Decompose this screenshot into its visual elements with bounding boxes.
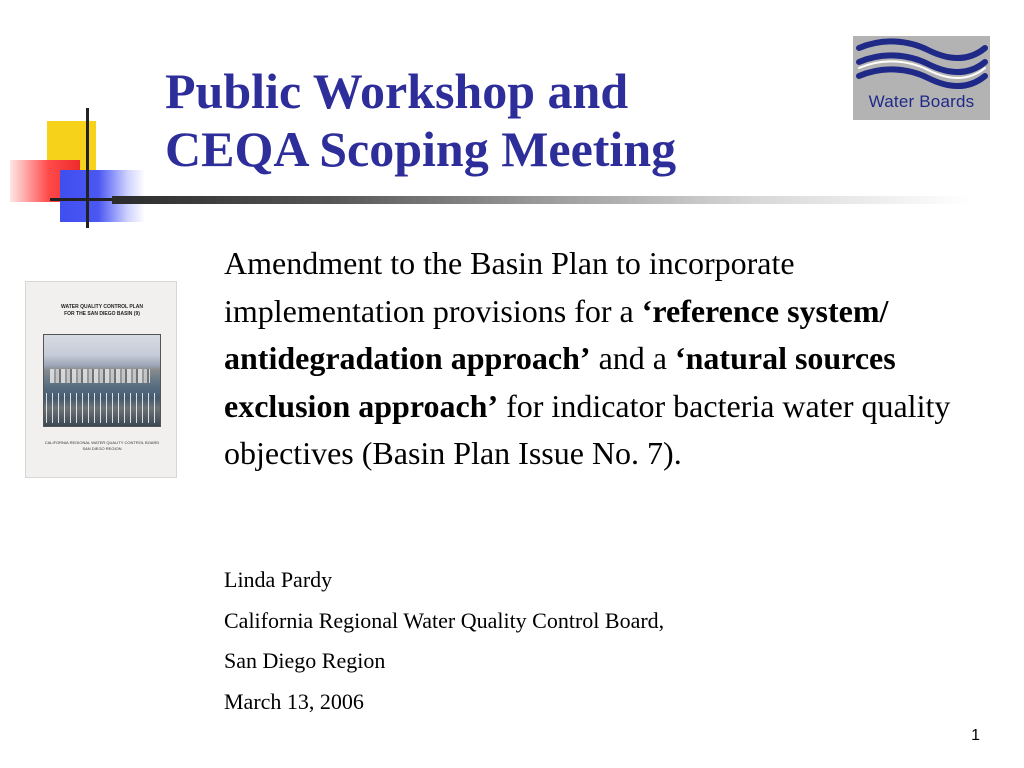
city-skyline-graphic xyxy=(50,369,150,383)
body-text-part-2: and a xyxy=(590,340,675,376)
slide-title xyxy=(165,62,825,178)
cover-title-line-2: FOR THE SAN DIEGO BASIN (9) xyxy=(64,311,140,317)
slide-title-line-2: CEQA Scoping Meeting xyxy=(165,121,677,177)
water-waves-icon xyxy=(853,36,990,96)
body-paragraph xyxy=(224,240,964,478)
cover-footer-line-1: CALIFORNIA REGIONAL WATER QUALITY CONTROL BOARD xyxy=(44,440,160,445)
cover-title-line-1: WATER QUALITY CONTROL PLAN xyxy=(61,304,143,310)
presenter-info xyxy=(224,560,924,722)
body-text-part-1: Amendment to the Basin Plan to incorporate implementation provisions for a xyxy=(224,245,795,329)
title-underline-rule xyxy=(112,196,972,204)
cover-footer xyxy=(34,440,170,452)
presentation-date: March 13, 2006 xyxy=(224,688,364,714)
cover-title xyxy=(34,304,170,318)
presenter-name: Linda Pardy xyxy=(224,567,333,592)
decorative-squares-graphic xyxy=(0,0,160,240)
logo-text: Water Boards xyxy=(868,92,975,111)
body-bold-reference-system: ‘reference system/ antidegradation approach’ xyxy=(224,292,889,376)
basin-plan-cover-image xyxy=(25,281,177,478)
decorative-vertical-line xyxy=(86,108,89,228)
slide-title-line-1: Public Workshop and xyxy=(165,63,629,119)
body-bold-natural-sources: ‘natural sources exclusion approach’ xyxy=(224,340,896,424)
harbor-photo xyxy=(43,334,161,427)
water-boards-logo xyxy=(853,36,990,120)
body-text-part-3: for indicator bacteria water quality objectives (Basin Plan Issue No. 7). xyxy=(224,387,951,471)
presenter-organization: California Regional Water Quality Control Board, xyxy=(224,607,665,633)
presenter-region: San Diego Region xyxy=(224,648,386,673)
page-number: 1 xyxy=(971,727,980,744)
boat-masts-graphic xyxy=(46,393,158,423)
cover-footer-line-2: SAN DIEGO REGION xyxy=(82,446,122,451)
